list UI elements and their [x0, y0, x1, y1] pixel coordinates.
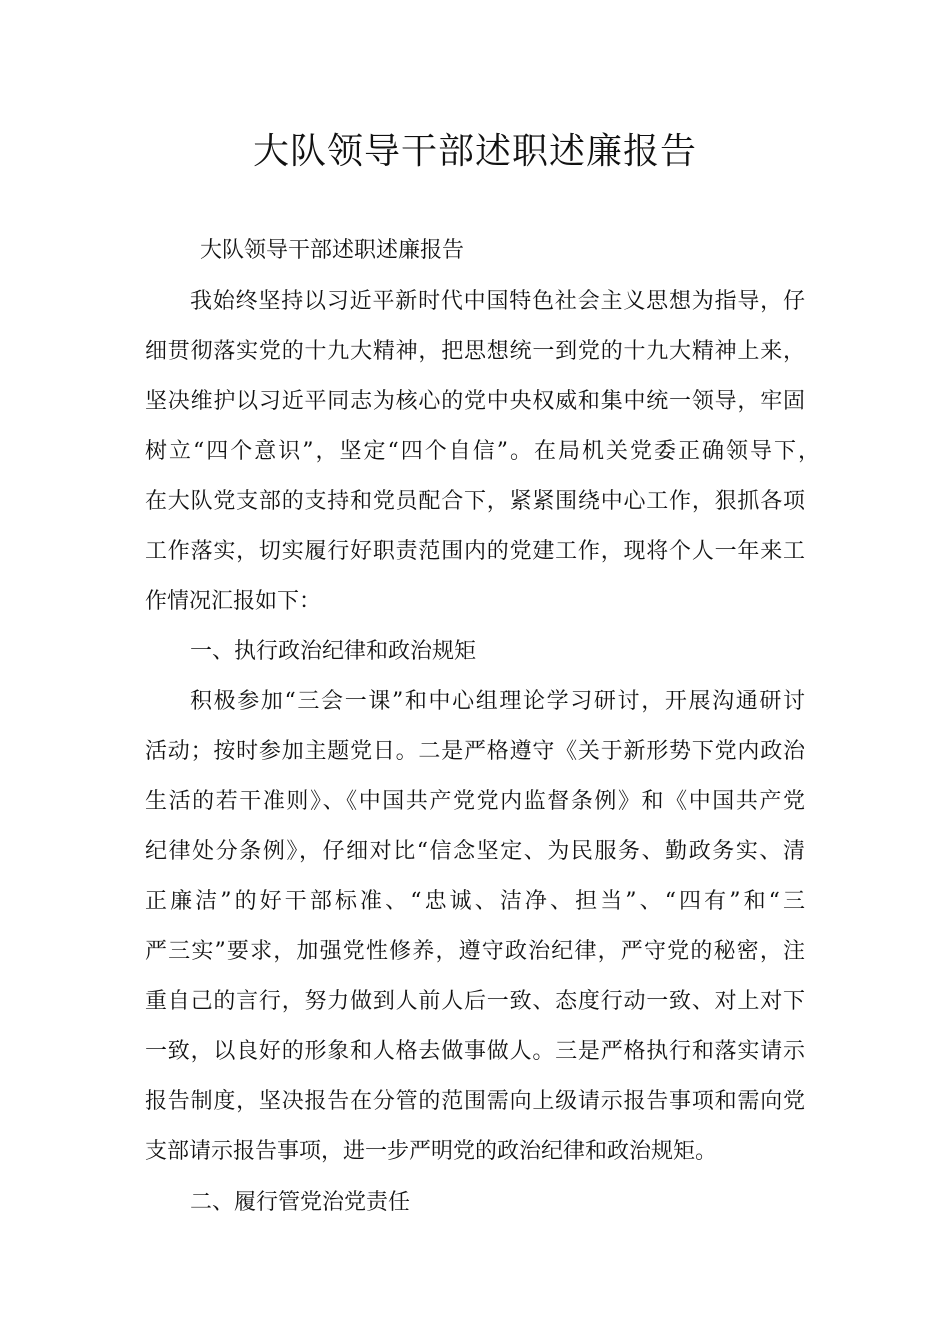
paragraph-line: 活动；按时参加主题党日。二是严格遵守《关于新形势下党内政治	[145, 739, 805, 764]
paragraph-line: 重自己的言行，努力做到人前人后一致、态度行动一致、对上对下	[145, 989, 805, 1014]
paragraph-line: 正廉洁”的好干部标准、“忠诚、洁净、担当”、“四有”和“三	[145, 889, 805, 914]
paragraph-line: 工作落实，切实履行好职责范围内的党建工作，现将个人一年来工	[145, 539, 805, 564]
document-subtitle: 大队领导干部述职述廉报告	[200, 238, 465, 263]
paragraph-line: 细贯彻落实党的十九大精神，把思想统一到党的十九大精神上来，	[145, 339, 805, 364]
paragraph-line: 支部请示报告事项，进一步严明党的政治纪律和政治规矩。	[145, 1139, 718, 1164]
section-heading: 二、履行管党治党责任	[190, 1190, 411, 1215]
paragraph-line: 生活的若干准则》、《中国共产党党内监督条例》和《中国共产党	[145, 789, 805, 814]
paragraph-line: 一致，以良好的形象和人格去做事做人。三是严格执行和落实请示	[145, 1039, 805, 1064]
section-heading: 一、执行政治纪律和政治规矩	[190, 639, 477, 664]
paragraph-line: 我始终坚持以习近平新时代中国特色社会主义思想为指导，仔	[190, 289, 805, 314]
paragraph-line: 坚决维护以习近平同志为核心的党中央权威和集中统一领导，牢固	[145, 389, 805, 414]
paragraph-line: 纪律处分条例》，仔细对比“信念坚定、为民服务、勤政务实、清	[145, 839, 805, 864]
paragraph-line: 在大队党支部的支持和党员配合下，紧紧围绕中心工作，狠抓各项	[145, 489, 805, 514]
paragraph-line: 报告制度，坚决报告在分管的范围需向上级请示报告事项和需向党	[145, 1089, 805, 1114]
paragraph-line: 作情况汇报如下：	[145, 589, 322, 614]
paragraph-line: 积极参加“三会一课”和中心组理论学习研讨，开展沟通研讨	[190, 689, 805, 714]
document-title: 大队领导干部述职述廉报告	[252, 131, 697, 172]
paragraph-line: 树立“四个意识”，坚定“四个自信”。在局机关党委正确领导下，	[145, 439, 820, 464]
paragraph-line: 严三实”要求，加强党性修养，遵守政治纪律，严守党的秘密，注	[145, 939, 805, 964]
